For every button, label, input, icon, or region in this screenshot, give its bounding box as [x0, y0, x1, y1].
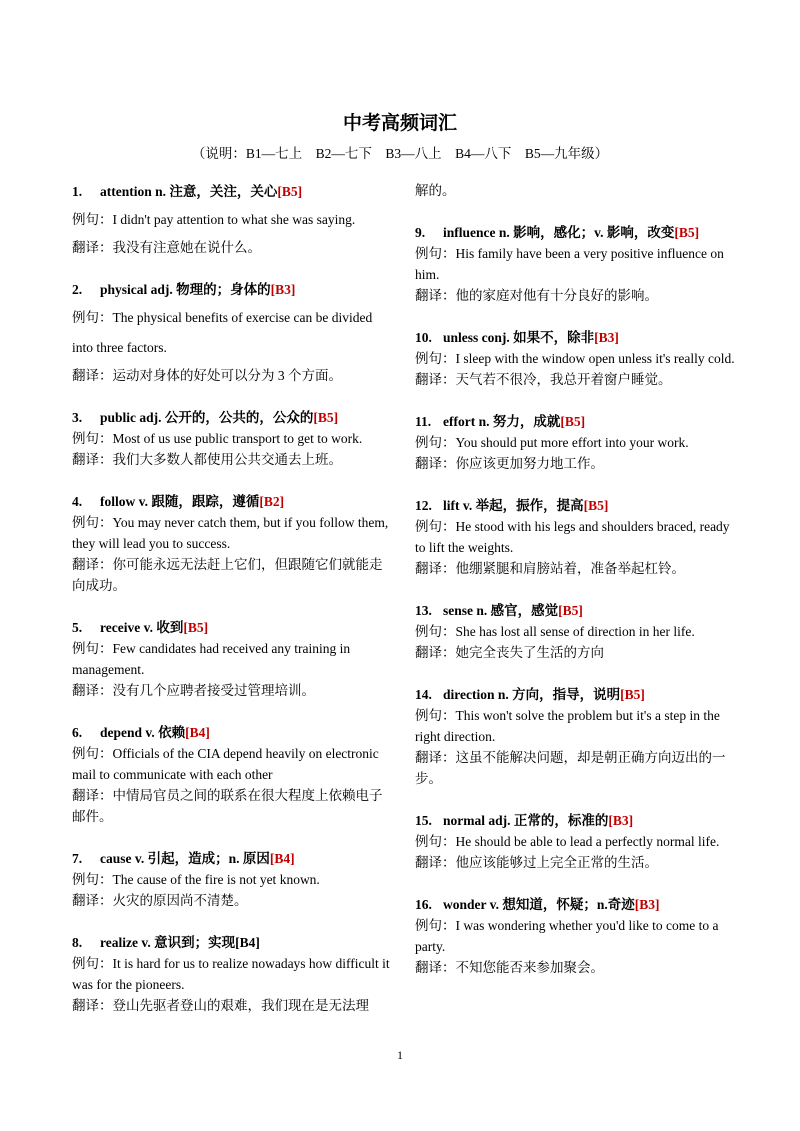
level-tag: [B3]	[270, 282, 296, 297]
example-sentence: 例句：He should be able to lead a perfectly normal life.	[415, 834, 720, 849]
entry-number: 13.	[415, 603, 432, 618]
entry-definition: cause v. 引起，造成；n. 原因	[100, 851, 270, 866]
example-sentence: 例句：I was wondering whether you'd like to come to a party.	[415, 918, 719, 954]
entry-headword	[415, 894, 735, 915]
entry-definition: physical adj. 物理的；身体的	[100, 282, 271, 297]
example-sentence: 例句：Few candidates had received any training in management.	[72, 641, 351, 677]
entry-number: 1.	[72, 184, 83, 199]
entry-definition: attention n. 注意，关注，关心	[100, 184, 278, 199]
entry-number: 4.	[72, 494, 83, 509]
entry-definition: receive v. 收到	[100, 620, 184, 635]
level-tag: [B4]	[269, 851, 295, 866]
vocab-entry	[72, 279, 392, 386]
entry-definition: normal adj. 正常的，标准的	[443, 813, 609, 828]
entry-headword	[415, 495, 735, 516]
right-column	[415, 180, 735, 999]
entry-number: 5.	[72, 620, 83, 635]
level-tag: [B2]	[259, 494, 285, 509]
example-sentence: 例句：Officials of the CIA depend heavily on electronic mail to communicate with each other	[72, 746, 379, 782]
entry-number: 8.	[72, 935, 83, 950]
translation: 翻译：这虽不能解决问题，却是朝正确方向迈出的一步。	[415, 750, 726, 786]
entry-definition: sense n. 感官，感觉	[443, 603, 559, 618]
example-sentence: 例句：She has lost all sense of direction in her life.	[415, 624, 695, 639]
level-tag: [B5]	[558, 603, 583, 618]
entry-number: 11.	[415, 414, 432, 429]
entry-headword	[72, 181, 392, 202]
entry-number: 3.	[72, 410, 83, 425]
translation: 翻译：我们大多数人都使用公共交通去上班。	[72, 452, 342, 467]
level-tag: [B5]	[277, 184, 303, 199]
vocab-entry	[415, 495, 735, 579]
entry-definition: unless conj. 如果不，除非	[443, 330, 595, 345]
level-tag: [B5]	[560, 414, 586, 429]
translation: 翻译：你应该更加努力地工作。	[415, 456, 604, 471]
vocab-entry	[72, 181, 392, 258]
left-column	[72, 181, 392, 1037]
entry-headword	[72, 279, 392, 300]
entry-headword	[72, 617, 392, 638]
entry-number: 10.	[415, 330, 432, 345]
vocab-entry	[415, 684, 735, 789]
translation-continuation: 解的。	[415, 183, 456, 198]
example-sentence: 例句：He stood with his legs and shoulders braced, ready to lift the weights.	[415, 519, 730, 555]
vocab-entry	[72, 848, 392, 911]
vocab-entry	[415, 894, 735, 978]
level-tag: [B5]	[583, 498, 609, 513]
entry-number: 2.	[72, 282, 83, 297]
entry-definition: depend v. 依赖	[100, 725, 186, 740]
entry-headword	[72, 407, 392, 428]
entry-number: 7.	[72, 851, 83, 866]
entry-definition: direction n. 方向，指导，说明	[443, 687, 621, 702]
example-sentence: 例句：The physical benefits of exercise can be divided	[72, 310, 373, 325]
translation: 翻译：她完全丧失了生活的方向	[415, 645, 604, 660]
vocab-entry	[72, 491, 392, 596]
entry-number: 6.	[72, 725, 83, 740]
level-tag: [B3]	[594, 330, 619, 345]
entry-number: 14.	[415, 687, 432, 702]
vocab-entry	[72, 407, 392, 470]
vocab-entry	[72, 932, 392, 1016]
vocab-entry	[72, 722, 392, 827]
translation: 翻译：登山先驱者登山的艰难，我们现在是无法理	[72, 998, 369, 1013]
level-tag: [B5]	[674, 225, 700, 240]
entry-definition: public adj. 公开的，公共的，公众的	[100, 410, 314, 425]
translation: 翻译：中情局官员之间的联系在很大程度上依赖电子邮件。	[72, 788, 383, 824]
example-sentence: 例句：I didn't pay attention to what she was saying.	[72, 212, 356, 227]
entry-headword	[415, 327, 735, 348]
entry-definition: effort n. 努力，成就	[443, 414, 561, 429]
vocab-entry	[415, 411, 735, 474]
translation: 翻译：火灾的原因尚不清楚。	[72, 893, 248, 908]
entry-definition: wonder v. 想知道，怀疑；n.奇迹	[443, 897, 635, 912]
example-sentence: 例句：It is hard for us to realize nowadays how difficult it was for the pioneers.	[72, 956, 390, 992]
vocab-entry	[415, 600, 735, 663]
example-sentence-continued: into three factors.	[72, 340, 167, 355]
entry-headword	[415, 600, 735, 621]
entry-definition: realize v. 意识到；实现	[100, 935, 236, 950]
entry-headword	[415, 810, 735, 831]
entry-definition: lift v. 举起，振作，提高	[443, 498, 584, 513]
example-sentence: 例句：His family have been a very positive influence on him.	[415, 246, 724, 282]
entry-number: 12.	[415, 498, 432, 513]
vocab-entry	[415, 222, 735, 306]
level-legend: （说明：B1—七上 B2—七下 B3—八上 B4—八下 B5—九年级）	[191, 146, 609, 161]
example-sentence: 例句：The cause of the fire is not yet known.	[72, 872, 320, 887]
example-sentence: 例句：Most of us use public transport to get to work.	[72, 431, 363, 446]
translation: 翻译：天气若不很冷，我总开着窗户睡觉。	[415, 372, 672, 387]
page-number: 1	[397, 1048, 403, 1062]
vocab-entry	[72, 617, 392, 701]
entry-headword	[72, 722, 392, 743]
level-tag: [B5]	[313, 410, 339, 425]
translation: 翻译：他的家庭对他有十分良好的影响。	[415, 288, 658, 303]
example-sentence: 例句：You should put more effort into your work.	[415, 435, 689, 450]
entry-headword	[415, 684, 735, 705]
entry-headword	[72, 932, 392, 953]
translation: 翻译：运动对身体的好处可以分为 3 个方面。	[72, 368, 342, 383]
entry-definition: influence n. 影响，感化；v. 影响，改变	[443, 225, 675, 240]
vocab-entry	[415, 810, 735, 873]
example-sentence: 例句：I sleep with the window open unless it's really cold.	[415, 351, 735, 366]
level-tag: [B3]	[634, 897, 660, 912]
entry-number: 16.	[415, 897, 432, 912]
translation: 翻译：我没有注意她在说什么。	[72, 240, 261, 255]
entry-number: 9.	[415, 225, 426, 240]
entry-headword	[72, 848, 392, 869]
translation: 翻译：没有几个应聘者接受过管理培训。	[72, 683, 315, 698]
level-tag: [B4]	[185, 725, 210, 740]
level-tag: [B4]	[235, 935, 260, 950]
level-tag: [B3]	[608, 813, 634, 828]
entry-definition: follow v. 跟随，跟踪，遵循	[100, 494, 260, 509]
translation: 翻译：不知您能否来参加聚会。	[415, 960, 604, 975]
level-tag: [B5]	[183, 620, 209, 635]
translation: 翻译：他绷紧腿和肩膀站着，准备举起杠铃。	[415, 561, 685, 576]
entry-number: 15.	[415, 813, 432, 828]
translation: 翻译：你可能永远无法赶上它们，但跟随它们就能走向成功。	[72, 557, 383, 593]
entry-headword	[415, 222, 735, 243]
example-sentence: 例句：You may never catch them, but if you follow them, they will lead you to success.	[72, 515, 389, 551]
entry-headword	[415, 411, 735, 432]
page-title: 中考高频词汇	[342, 112, 457, 134]
translation: 翻译：他应该能够过上完全正常的生活。	[415, 855, 658, 870]
vocab-entry	[415, 327, 735, 390]
level-tag: [B5]	[620, 687, 645, 702]
entry-headword	[72, 491, 392, 512]
example-sentence: 例句：This won't solve the problem but it's a step in the right direction.	[415, 708, 720, 744]
